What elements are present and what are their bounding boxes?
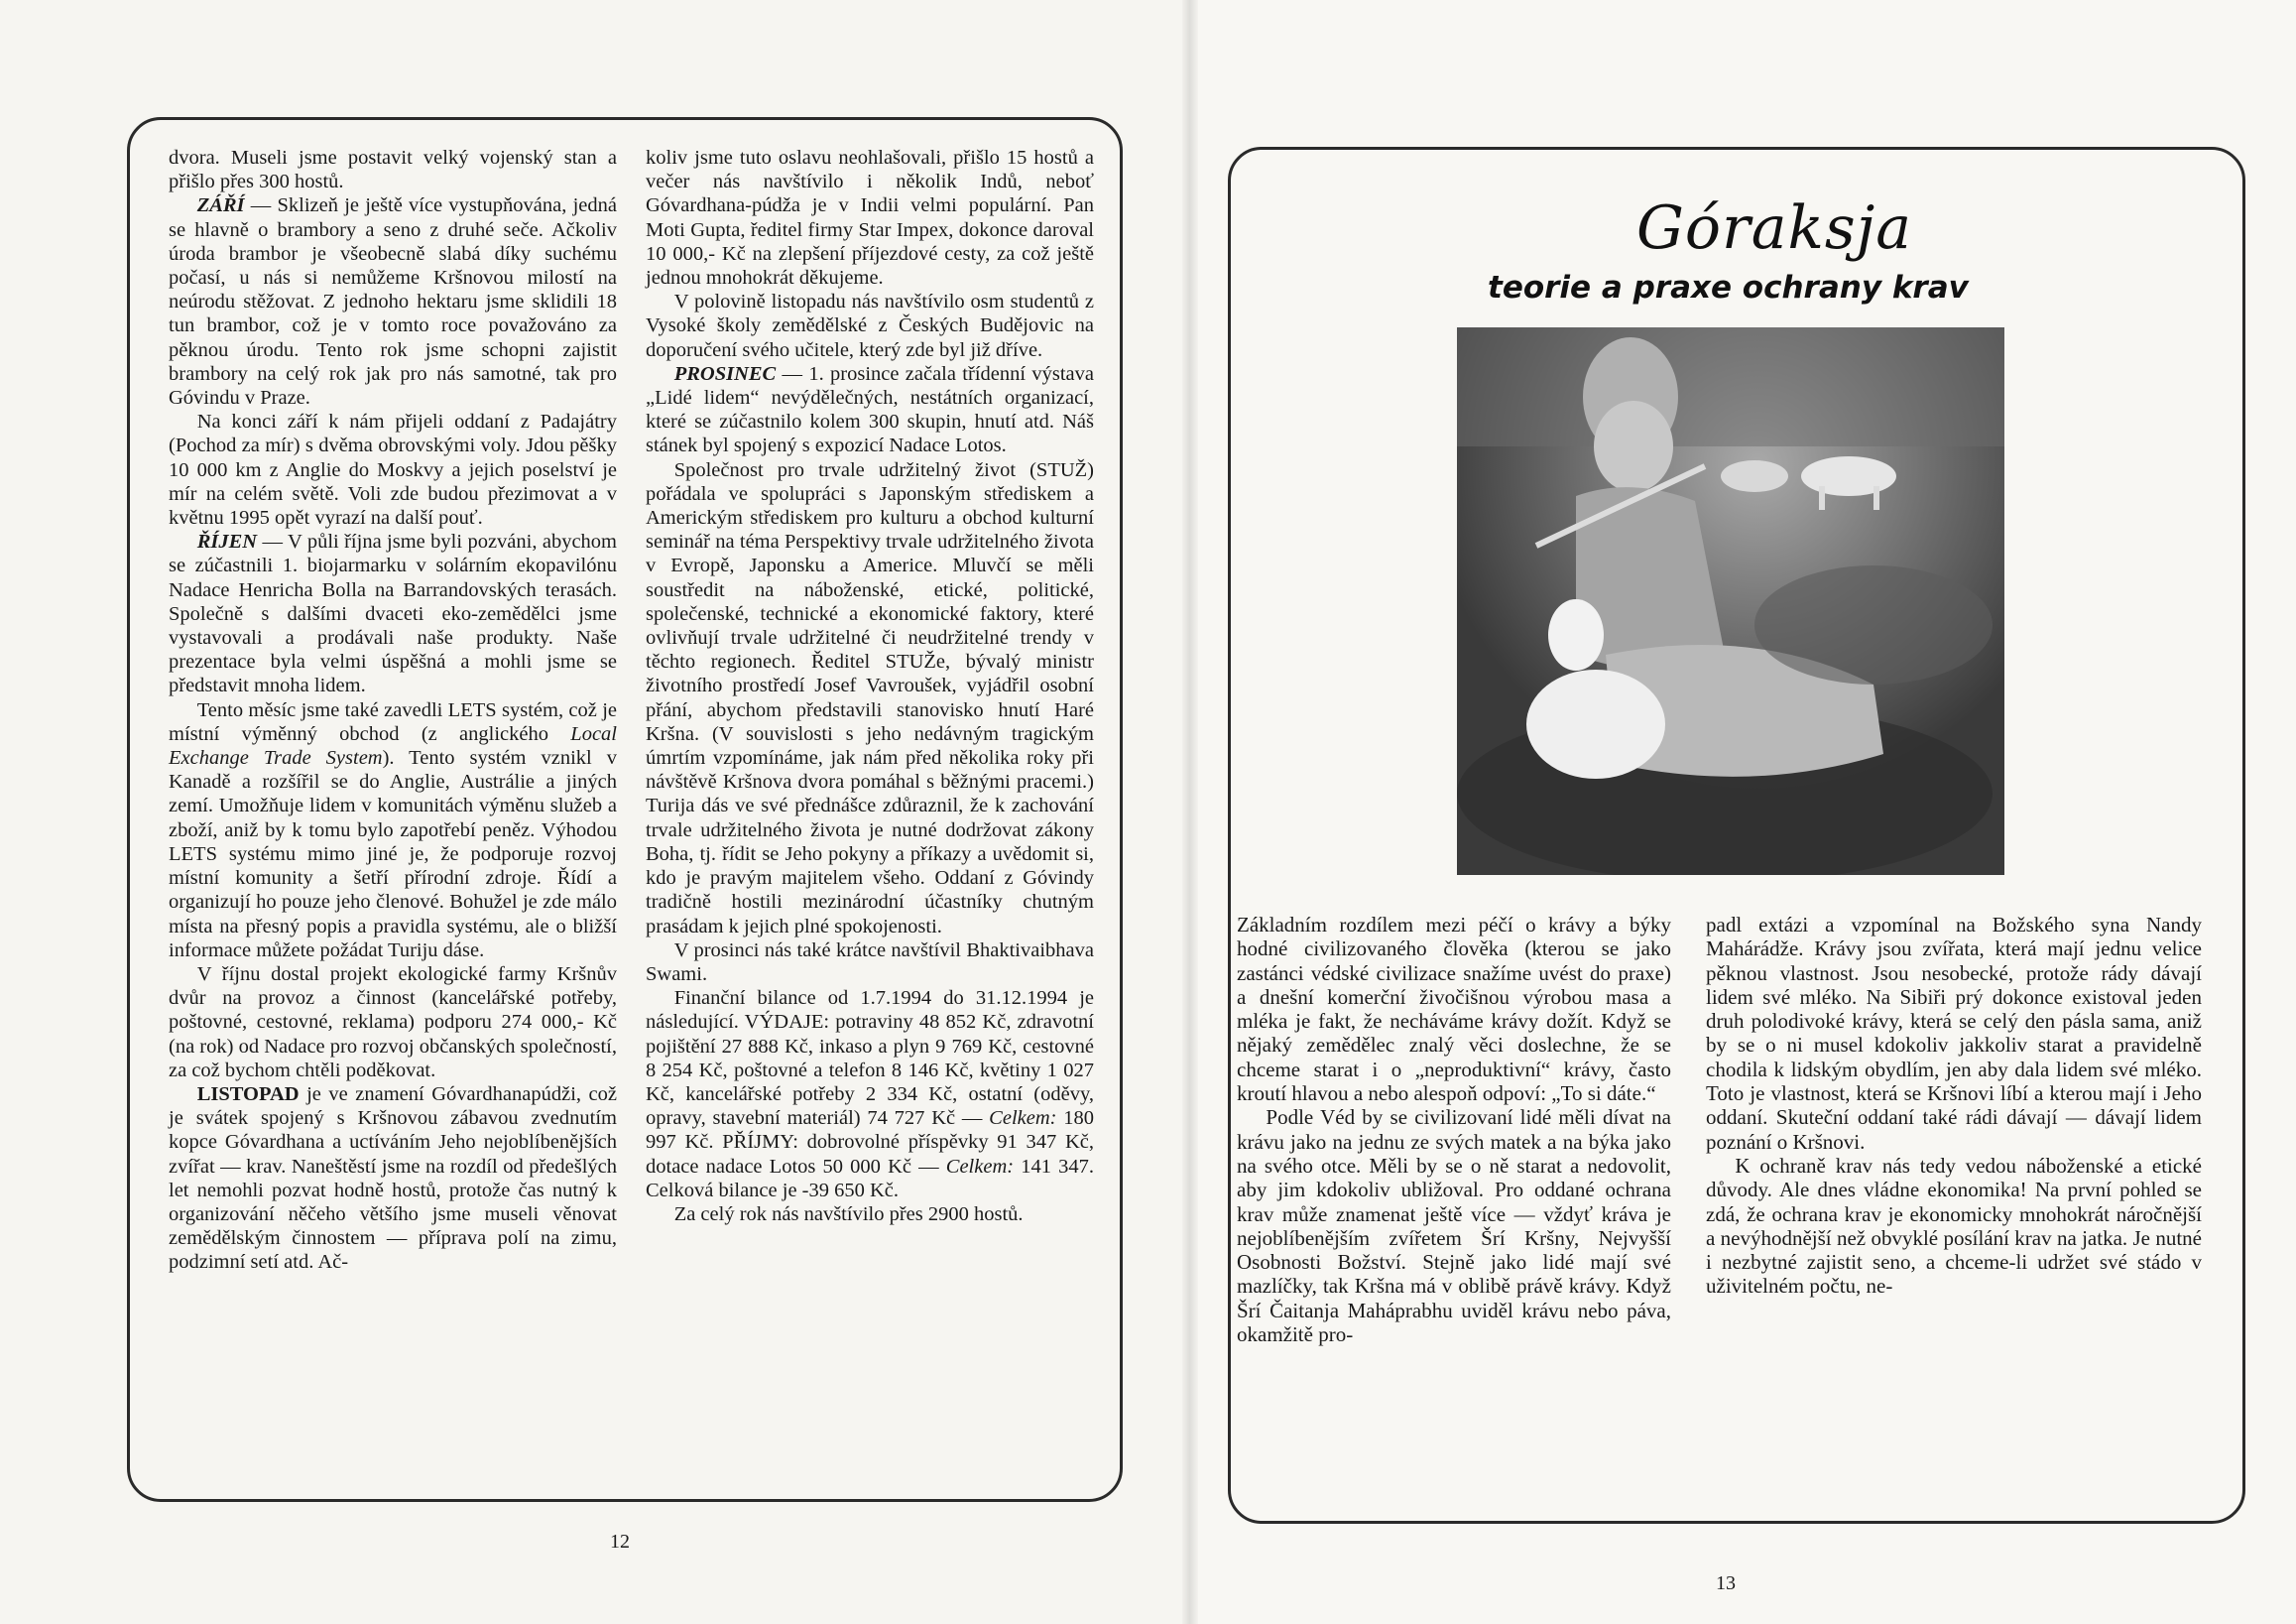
paragraph-text: Tento měsíc jsme také zavedli LETS systém, což je místní výměnný obchod (z anglického: [169, 698, 617, 745]
section-heading: ŘÍJEN: [196, 531, 258, 554]
paragraph-text: Základním rozdílem mezi péčí o krávy a býky hodné civilizovaného člověka (kterou se jako zastánci védské civilizace snažíme uvést do praxe) a dnešní komerční živočišnou výrobou masa a mléka je fakt, že necháváme krávy dožít. Když se nějaký zemědělec znalý věci doslechne, že se chceme starat i o „neproduktivní“ krávy, často kroutí hlavou a nebo alespoň odpoví: „To si dáte.“: [1237, 913, 1671, 1106]
article-subtitle: teorie a praxe ochrany krav: [1488, 270, 1969, 306]
paragraph: [169, 698, 617, 962]
paragraph-text: Na konci září k nám přijeli oddaní z Padajátry (Pochod za mír) s dvěma obrovskými voly. Jdou pěšky 10 000 km z Anglie do Moskvy a jejich poselství je mír na celém světě. Voli zde budou přezimovat a v květnu 1995 opět vyrazí na další pouť.: [169, 411, 617, 530]
paragraph-text: Podle Véd by se civilizovaní lidé měli dívat na krávu jako na jednu ze svých matek a na býka jako na svého otce. Měli by se o ně starat a nedovolit, aby jim kdokoliv ubližoval. Pro oddané ochrana krav může znamenat ještě více — vždyť kráva je nejoblíbenějším zvířetem Šrí Kršny, Nejvyšší Osobnosti Božství. Stejně jako lidé mají své mazlíčky, tak Kršna má v oblibě právě krávy. Když Šrí Čaitanja Maháprabhu uviděl krávu nebo páva, okamžitě pro-: [1237, 1105, 1671, 1347]
paragraph-text: koliv jsme tuto oslavu neohlašovali, přišlo 15 hostů a večer nás navštívilo i několik Indů, neboť Góvardhana-púdža je v Indii velmi populární. Pan Moti Gupta, ředitel firmy Star Impex, dokonce daroval 10 000,- Kč na zlepšení příjezdové cesty, za což ještě jednou mnohokrát děkujeme.: [646, 147, 1094, 290]
paragraph-text: Za celý rok nás navštívilo přes 2900 hostů.: [673, 1202, 1024, 1225]
paragraph: [169, 530, 617, 697]
paragraph: [646, 938, 1094, 986]
page-number-left: 12: [610, 1531, 630, 1553]
paragraph-text: dvora. Museli jsme postavit velký vojenský stan a přišlo přes 300 hostů.: [169, 147, 617, 193]
section-heading: PROSINEC: [673, 362, 777, 385]
paragraph: [646, 986, 1094, 1202]
paragraph: [646, 1202, 1094, 1226]
paragraph: [169, 193, 617, 410]
paragraph: [646, 362, 1094, 458]
paragraph: [646, 146, 1094, 290]
section-heading: ZÁŘÍ: [196, 194, 245, 217]
paragraph-text: 141 347. Celková bilance je -39 650 Kč.: [646, 1155, 1094, 1201]
paragraph-text: — V půli října jsme byli pozváni, abychom se zúčastnili 1. biojarmarku v solárním ekopavilónu Nadace Henricha Bolla na Barrandovských terasách. Společně s dalšími dvaceti eko-zemědělci jsme vystavovali a prodávali naše produkty. Naše prezentace byla velmi úspěšná a mohli jsme se představit mnoha lidem.: [169, 531, 617, 697]
paragraph-text: padl extázi a vzpomínal na Božského syna Nandy Mahárádže. Krávy jsou zvířata, která mají jednu velice pěknou vlastnost. Jsou nesobecké, protože rády dávají lidem své mléko. Na Sibiři prý dokonce existoval jeden druh polodivoké krávy, která se celý den pásla sama, aniž by se o ni musel kdokoliv jakkoliv starat a pravidelně chodila k lidským obydlím, jen aby dala lidem své mléko. Toto je vlastnost, která se Kršnovi líbí a kterou mají i Jeho oddaní. Skuteční oddaní také rádi dávají — dávají lidem poznání o Kršnovi.: [1706, 913, 2202, 1154]
paragraph-text: V prosinci nás také krátce navštívil Bhaktivaibhava Swami.: [646, 938, 1094, 985]
book-gutter: [1182, 0, 1198, 1624]
paragraph-text: 180 997 Kč. PŘÍJMY: dobrovolné příspěvky 91 347 Kč, dotace nadace Lotos 50 000 Kč —: [646, 1107, 1095, 1178]
section-heading: LISTOPAD: [196, 1082, 300, 1105]
paragraph: [1706, 913, 2202, 1154]
paragraph: [646, 458, 1094, 938]
paragraph: [169, 146, 617, 193]
paragraph: [1237, 1105, 1671, 1346]
paragraph-text: K ochraně krav nás tedy vedou náboženské a etické důvody. Ale dnes vládne ekonomika! Na první pohled se zdá, že ochrana krav je ekonomicky mnohokrát náročnější a nevýhodnější než obvyklé posílání krav na jatka. Je nutné i nezbytné zajistit seno, a chceme-li udržet své stádo v uživitelném počtu, ne-: [1706, 1153, 2202, 1299]
paragraph-text: ). Tento systém vznikl v Kanadě a rozšířil se do Anglie, Austrálie a jiných zemí. Umožňuje lidem v komunitách výměnu služeb a zboží, aniž by k tomu bylo zapotřebí peněz. Výhodou LETS systému mimo jiné je, že podporuje rozvoj místní komunity a šetří přírodní zdroje. Řídí a organizují ho pouze jeho členové. Bohužel je zde málo místa na přesný popis a pravidla systému, ale o bližší informace můžete požádat Turiju dáse.: [169, 747, 617, 961]
paragraph: [169, 962, 617, 1082]
italic-text: Celkem:: [945, 1155, 1015, 1178]
paragraph-text: je ve znamení Góvardhanapúdži, což je svátek spojený s Kršnovou zábavou zvednutím kopce Góvardhana a uctíváním Jeho nejoblíbenějších zvířat — krav. Naneštěstí jsme na rozdíl od předešlých let nemohli pozvat hodně hostů, protože čas nutný k organizování něčeho většího jsme museli věnovat zemědělským činnostem — příprava polí na zimu, podzimní setí atd. Ač-: [169, 1082, 617, 1274]
article-title: Góraksja: [1636, 193, 1913, 263]
paragraph-text: — 1. prosince začala třídenní výstava „Lidé lidem“ nevýdělečných, nestátních organizací, které se zúčastnilo kolem 300 skupin, hnutí atd. Náš stánek byl spojený s expozicí Nadace Lotos.: [646, 362, 1094, 457]
paragraph-text: V polovině listopadu nás navštívilo osm studentů z Vysoké školy zemědělské z Českých Budějovic na doporučení svého učitele, který zde byl již dříve.: [646, 291, 1094, 361]
page-number-right: 13: [1716, 1572, 1736, 1594]
paragraph: [169, 1082, 617, 1275]
paragraph-text: — Sklizeň je ještě více vystupňována, jedná se hlavně o brambory a seno z druhé seče. Ačkoliv úroda brambor je všeobecně slabá díky suchému počasí, u nás si nemůžeme Kršnovou milostí na neúrodu stěžovat. Z jednoho hektaru jsme sklidili 18 tun brambor, což je v tomto roce považováno za pěknou úrodu. Tento rok jsme schopni zajistit brambory na celý rok jak pro nás samotné, tak pro Góvindu v Praze.: [169, 194, 617, 410]
paragraph-text: Finanční bilance od 1.7.1994 do 31.12.1994 je následující. VÝDAJE: potraviny 48 852 Kč, zdravotní pojištění 27 888 Kč, inkaso a plyn 9 769 Kč, cestovné 8 254 Kč, poštovné a telefon 8 146 Kč, květiny 1 027 Kč, kancelářské potřeby 2 334 Kč, ostatní (oděvy, opravy, stavební materiál) 74 727 Kč —: [646, 987, 1094, 1130]
paragraph-text: V říjnu dostal projekt ekologické farmy Kršnův dvůr na provoz a činnost (kancelářské potřeby, poštovné, cestovné, reklama) podporu 274 000,- Kč (na rok) od Nadace pro rozvoj občanských společností, za což bychom chtěli poděkovat.: [169, 962, 617, 1081]
right-page-column-2: [1706, 913, 2202, 1299]
paragraph: [1706, 1154, 2202, 1299]
paragraph-text: Společnost pro trvale udržitelný život (STUŽ) pořádala ve spolupráci s Japonským střediskem a Americkým střediskem pro kulturu a obchod kulturní seminář na téma Perspektivy trvale udržitelného života v Evropě, Japonsku a Americe. Mluvčí se měli soustředit na náboženské, etické, politické, společenské, technické a ekonomické faktory, které ovlivňují trvale udržitelné či neudržitelné trendy v těchto regionech. Ředitel STUŽe, bývalý ministr životního prostředí Josef Vavroušek, vyjádřil osobní přání, abychom představili stanovisko hnutí Haré Kršna. (V souvislosti s jeho nedávným tragickým úmrtím vzpomínáme, jak nám před několika roky při návštěvě Kršnova dvora pomáhal s běžnými pracemi.) Turija dás ve své přednášce zdůraznil, že k zachování trvale udržitelného života je nutné dodržovat zákony Boha, tj. řídit se Jeho pokyny a příkazy a uvědomit si, kdo je pravým majitelem všeho. Oddaní z Góvindy tradičně hostili mezinárodní účastníky chutným prasádam k jejich plné spokojenosti.: [646, 458, 1094, 937]
paragraph: [169, 410, 617, 530]
italic-text: Local Exchange Trade System: [169, 722, 617, 770]
left-page-column-2: [646, 146, 1094, 1226]
right-page-column-1: [1237, 913, 1671, 1346]
illustration-graphic: [1457, 327, 2004, 875]
krishna-with-cows-illustration: [1457, 327, 2004, 875]
paragraph: [646, 290, 1094, 362]
paragraph: [1237, 913, 1671, 1105]
italic-text: Celkem:: [989, 1107, 1057, 1130]
left-page-column-1: [169, 146, 617, 1275]
